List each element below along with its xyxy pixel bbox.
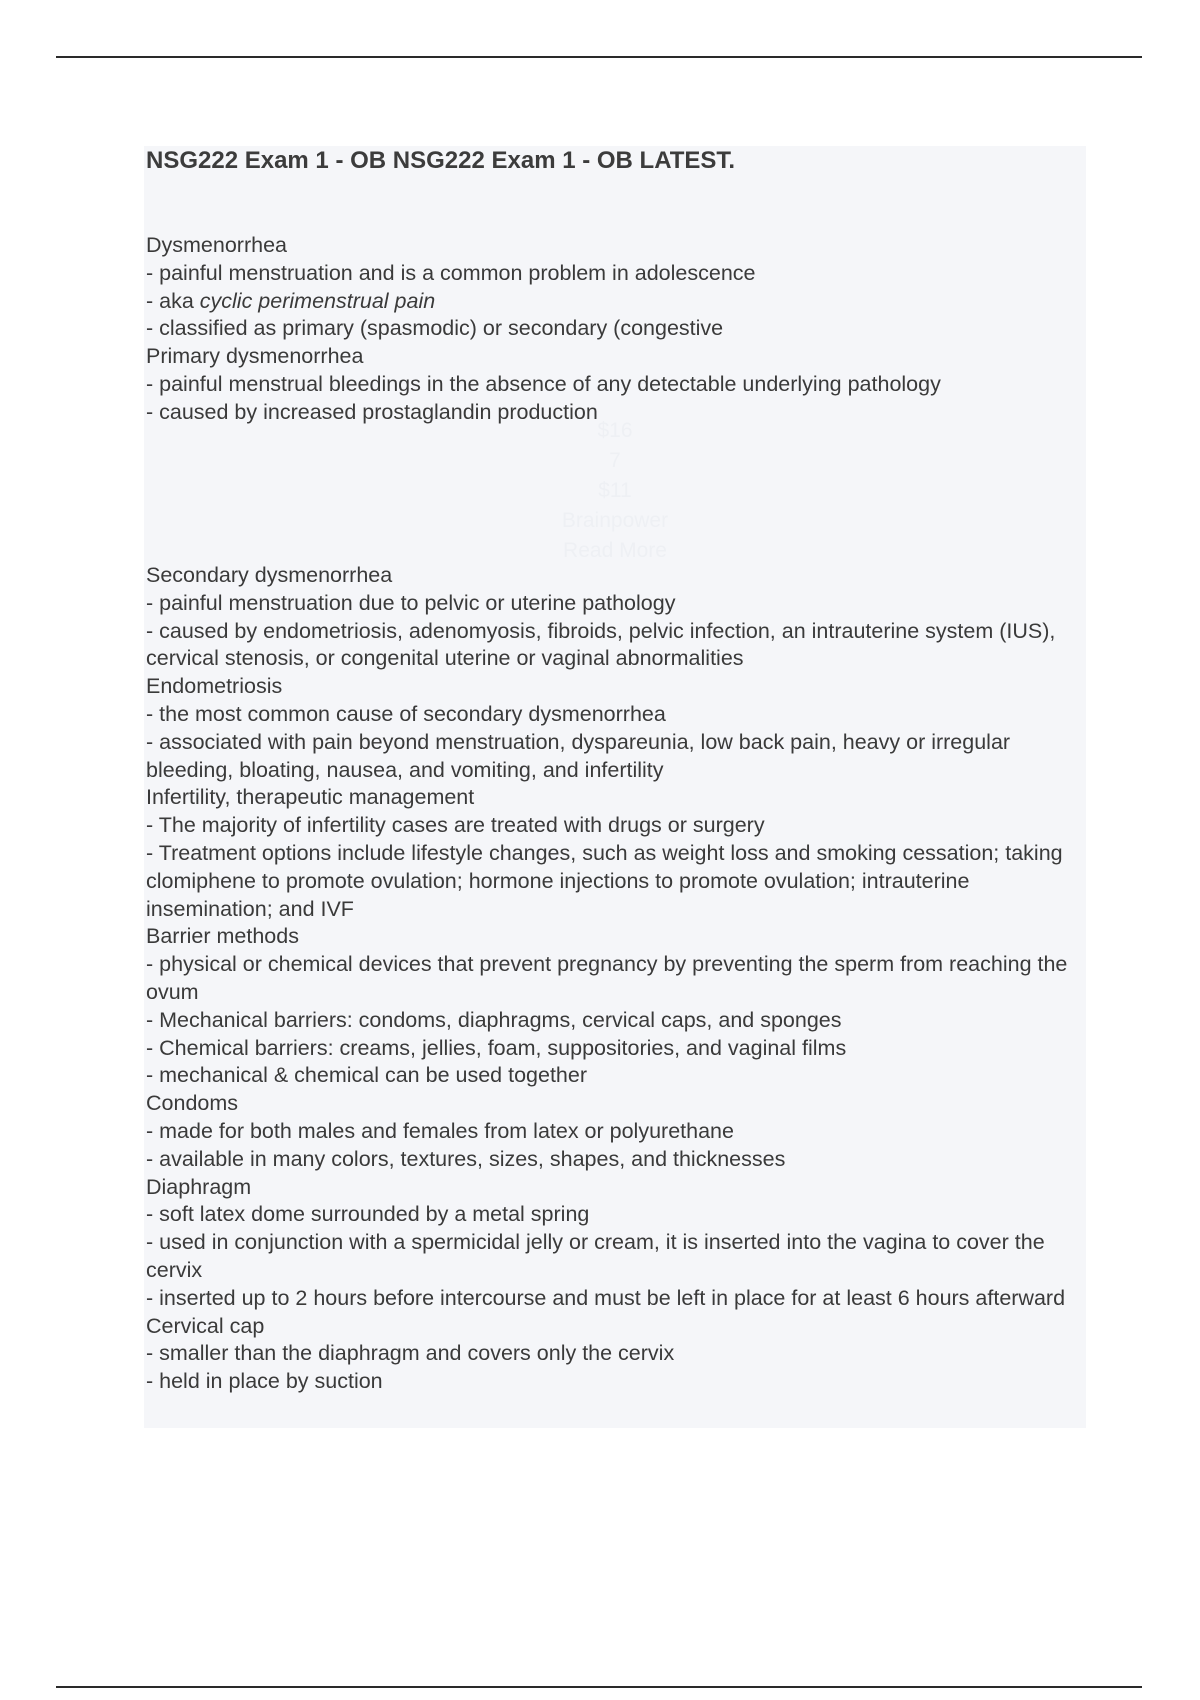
overlay-sale-price: $11 — [598, 479, 632, 502]
text-line: Diaphragm — [146, 1174, 252, 1199]
text-line: Endometriosis — [146, 674, 283, 699]
section-dysmenorrhea — [146, 232, 1084, 427]
document-title: NSG222 Exam 1 - OB NSG222 Exam 1 - OB LATEST. — [146, 147, 736, 174]
overlay-brand: Brainpower — [561, 509, 669, 532]
text-line: - smaller than the diaphragm and covers only the cervix — [146, 1341, 675, 1366]
aka-emphasis: cyclic perimenstrual pain — [199, 288, 436, 313]
text-line: - Chemical barriers: creams, jellies, foam, suppositories, and vaginal films — [146, 1035, 847, 1060]
text-line: Infertility, therapeutic management — [146, 785, 475, 810]
heading-primary-dysmenorrhea: Primary dysmenorrhea — [146, 344, 364, 369]
overlay-price: $16 — [597, 419, 633, 442]
section-notes — [146, 562, 1084, 1396]
text-line: - associated with pain beyond menstruation, dyspareunia, low back pain, heavy or irregular bleeding, bloating, nausea, and vomiting, and infertility — [146, 729, 1011, 782]
read-more-overlay[interactable] — [144, 416, 1086, 562]
text-line: - Treatment options include lifestyle changes, such as weight loss and smoking cessation; taking clomiphene to promote ovulation; hormone injections to promote ovulation; intrauterine insemination; and IVF — [146, 840, 1063, 921]
text-line: Barrier methods — [146, 924, 299, 949]
text-line: - painful menstrual bleedings in the absence of any detectable underlying pathology — [146, 371, 941, 396]
overlay-count: 7 — [609, 449, 621, 472]
text-line: - physical or chemical devices that prevent pregnancy by preventing the sperm from reaching the ovum — [146, 952, 1068, 1004]
bottom-divider — [56, 1686, 1142, 1688]
text-line: - The majority of infertility cases are treated with drugs or surgery — [146, 813, 765, 838]
text-line: - the most common cause of secondary dysmenorrhea — [146, 701, 666, 726]
text-line: Condoms — [146, 1091, 239, 1116]
top-divider — [56, 56, 1142, 58]
text-line: - soft latex dome surrounded by a metal spring — [146, 1202, 590, 1227]
text-line: - inserted up to 2 hours before intercourse and must be left in place for at least 6 hours afterward — [146, 1285, 1066, 1310]
text-line: - available in many colors, textures, sizes, shapes, and thicknesses — [146, 1146, 786, 1171]
text-line: - mechanical & chemical can be used together — [146, 1063, 587, 1088]
text-line: Cervical cap — [146, 1313, 265, 1338]
read-more-link[interactable]: Read More — [563, 539, 667, 562]
text-line: - painful menstruation and is a common problem in adolescence — [146, 260, 756, 285]
text-line: - caused by increased prostaglandin production — [146, 399, 598, 424]
text-line: Secondary dysmenorrhea — [146, 563, 393, 587]
text-line: - classified as primary (spasmodic) or secondary (congestive — [146, 316, 724, 341]
text-line: - held in place by suction — [146, 1369, 383, 1394]
text-line: - painful menstruation due to pelvic or uterine pathology — [146, 590, 676, 615]
text-line: - Mechanical barriers: condoms, diaphragms, cervical caps, and sponges — [146, 1007, 842, 1032]
text-line: - used in conjunction with a spermicidal jelly or cream, it is inserted into the vagina to cover the cervix — [146, 1230, 1045, 1282]
text-line: - made for both males and females from latex or polyurethane — [146, 1118, 734, 1143]
text-line: - caused by endometriosis, adenomyosis, fibroids, pelvic infection, an intrauterine system (IUS), cervical stenosis, or congenital uterine or vaginal abnormalities — [146, 618, 1056, 671]
heading-dysmenorrhea: Dysmenorrhea — [146, 233, 287, 257]
document-content — [144, 146, 1086, 1428]
text-line-aka — [146, 288, 1084, 316]
aka-prefix: - aka — [146, 288, 200, 313]
